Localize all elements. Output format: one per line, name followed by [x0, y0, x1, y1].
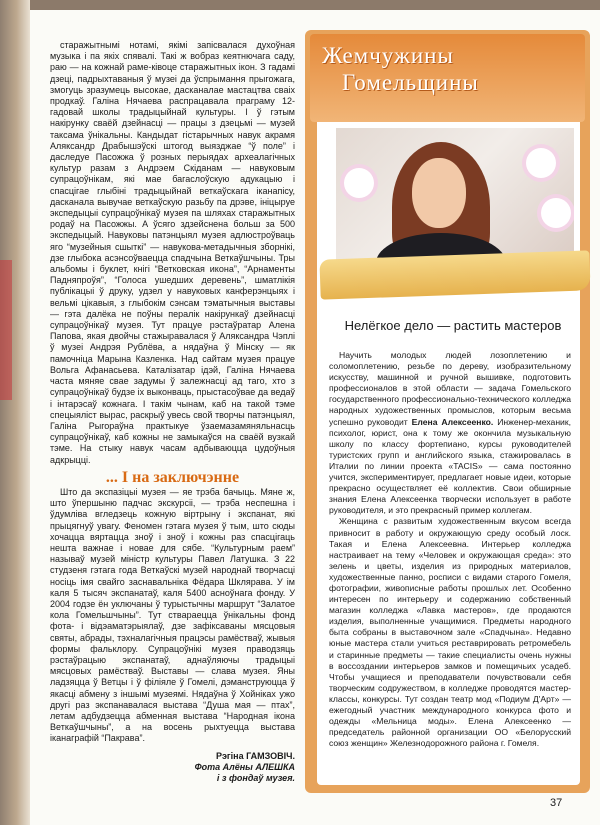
left-color-swatch	[0, 260, 12, 400]
paragraph-1-intro: Научить молодых людей лозоплетению и соломоплетению, резьбе по дереву, изобразительному искусству, машинной и ручной вышивке, подготовить профессионалов в этой области — задача Гомельского государственного профессионально-технического колледжа народных художественных промыслов, которым весьма успешно руководит	[329, 350, 571, 427]
section-heading: ... І на заключэнне	[105, 468, 240, 486]
right-paragraph-1	[329, 350, 571, 516]
flower-decoration	[344, 168, 374, 198]
portrait-face	[412, 158, 466, 228]
right-article-text	[329, 350, 571, 749]
director-name: Елена Алексеенко.	[411, 416, 494, 427]
header-line-2: Гомельщины	[342, 70, 479, 95]
closing-paragraph: Што да экспазіцыі музея — яе трэба бачыць. Мяне ж, што ўпершыню падчас экскурсіі, — трэба неспешна і ўдумліва вгледзець кожную віртрыну і экспанат, які прыцягнуў увагу. Феномен гэтага музея ў тым, што сюды хочацца вяртацца зноў і зноў і кожны раз спасцігаць нешта важнае і новае для сябе. “Культурным раем” называў музей міністр культуры Павел Латушка. З 22 студзеня гэтага года Веткаўскі музей народнай творчасці носіць імя свайго заснавальніка Фёдара Шкляравa. У ім каля 5 тысяч экспанатаў, каля 5400 асноўнага фонду. У 2004 годзе ён уключаны ў турыстычны маршрут “Залатое кола Гомельшчыны”. Тут ствараецца ўнікальны фонд фота- і відэаматэрыялаў, дзе зафіксаваны мясцовыя святы, абрады, тэхналагічныя працэсы рамёстваў, жывыя формы фальклору. Супрацоўнікі музея праводзяць рэстаўрацыю экспанатаў, аднаўляючы традыцыі мясцовых рамёстваў. Выставы — слава музея. Яны ладзяцца ў Ветцы і ў філіяле ў Гомелі, дэманструюцца ў якасці абмену з іншымі музеямі. Нядаўна ў Хойніках ужо другі раз экспанавалася выстава “Душа мая — птах”, летам адбудзецца абменная выстава “Народная ікона Веткаўшчыны”, а на восень рыхтуецца выстава іканаграфій “Пакрава”.	[50, 486, 295, 744]
right-paragraph-2: Женщина с развитым художественным вкусом всегда привносит в работу и окружающую среду особый лоск. Такая и Елена Алексеевна. Интерьер колледжа настраивает на тему «Человек и окружающая среда»: это зелень и цветы, изделия из природных материалов, художественные панно, росписи с видами старого Гомеля, фотографии, живописные работы прошлых лет. Особенно интересен по интерьеру и содержанию собственный магазин колледжа «Лавка мастеров», где продаются изделия, выполненные учащимися. Предметы народного быта собраны в выставочном зале «Спадчына». Недавно юные мастера стали учиться реставрировать ретромебель и старинные предметы — такие специалисты очень нужны в воссоздании интерьеров замков и помещичьих усадеб. Чтобы учащиеся и преподаватели почувствовали себя творческим содружеством, в колледже проводятся мастер-классы, конкурсы. Тут создан театр мод «Подиум Д'Арт» — ежегодный участник международного конкурса фото и одежды «Мельница моды». Елена Алексеенко — председатель районной организации ОО «Белорусский союз женщин» Железнодорожного района г. Гомеля.	[329, 516, 571, 749]
article-title: Нелёгкое дело — растить мастеров	[344, 318, 562, 333]
flower-decoration	[526, 148, 556, 178]
signature-photo-credit: Фота Алёны АЛЕШКА	[194, 761, 295, 772]
left-paragraph: старажытнымі нотамі, якімі запісвалася духоўная музыка і па якіх спявалі. Такі ж вобраз кеятнючага саду, раю — на кожнай раме-ківоце старажытных ікон. З гадамі дзецi, падрыхтаваныя ў музеі да ўспрымання прыгожага, змогуць зразумець высокае, дасканалае мастацтва сваіх продкаў. Галіна Нячаева распрацавала праграму 12-гадовай школы традыцыйнай культуры. І ў гэтым накірунку сваёй дзейнасці — працы з дзецьмі — музей таксама ўнікальны. Кандыдат гістарычных навук акрамя Аляксандр Драбышэўскі штогод выязджае “ў поле” і даследуе Пасожжа ў розных перыядах археалагічных культур разам з Андрэем Скіданам — навуковым супрацоўнікам, які мае багаслоўскую адукацыю і спасцігае глыбіні традыцыйнай веткаўскага іканапісу, дасканала вывучае веткаўскую разьбу па дрэве, ініцыруе экспедыцыі супрацоўнікаў музея па шляхах старажытных родаў на Пасожжы. А ўсяго здзейснена больш за 500 экспедыцый. Навуковы патэнцыял музея адлюстроўваць яго “музейныя сшыткі” — навукова-метадычныя зборнікі, дзе глыбока асэнсоўваецца спадчына Веткаўшчыны. Тры альбомы і буклет, кнігі “Ветковская икона”, “Арнаменты Падняпроўя”, “Голоса ушедших деревень”, шматлікія публікацыі ў друку, удзел у навуковых канферэнцыях і вельмі цікавыя, з глыбокім сэнсам тэматычныя выставы — гэта далёка не поўны пералік накірункаў дзейнасці супрацоўнікаў музея. Тут працуе рэстаўратар Алена Папова, якая двойчы стажыравалася ў Аляксандра Чэплі ў музеі Андрэя Рублёва, а нядаўна ў Мінску — як памочніца Марына Казленка. Над сайтам музея працуе Вольга Афанасьева. Каталізатар ідэй, Галіна Нячаева часта мяняе свае задумы ў залежнасці ад таго, хто з супрацоўнікаў будзе іх выконваць, прыстасоўвае да ведаў і інтарэсаў кожнага. І такім чынам, каб на такой тэме спецыяліст вырас, раскрыў увесь свой творчы патэнцыял, Галіна Рыгораўна практыкуе ўзаемазамяняльнасць супрацоўнікаў, каб кожны не замыкаўся на сваёй вузкай тэме. На стыку навук часам адбываюцца цудоўныя адкрыцці.	[50, 40, 295, 465]
signature-author: Рэгіна ГАМЗОВІЧ.	[215, 750, 295, 761]
feature-header-title	[322, 42, 562, 96]
top-decor-strip	[0, 0, 600, 10]
flower-decoration	[541, 198, 571, 228]
signature-archive-credit: і з фондаў музея.	[216, 772, 295, 783]
left-decor-strip	[0, 0, 30, 825]
left-article-column	[50, 40, 295, 784]
header-line-1: Жемчужины	[322, 43, 454, 68]
article-signature	[50, 751, 295, 784]
paragraph-1-rest: Инженер-механик, психолог, юрист, она к тому же окончила музыкальную школу по классу фортепиано, курсы руководителей туристских групп и английского языка, стажировалась в Италии по линии проекта «TACIS» — сама постоянно учится, экспериментирует, предлагает новые идеи, которые прекрасно осуществляет её коллектив. Свои обширные знания Елена Алексеенка творчески использует в работе руководителя, и это прекрасный пример коллегам.	[329, 416, 572, 516]
page-number: 37	[550, 797, 563, 809]
